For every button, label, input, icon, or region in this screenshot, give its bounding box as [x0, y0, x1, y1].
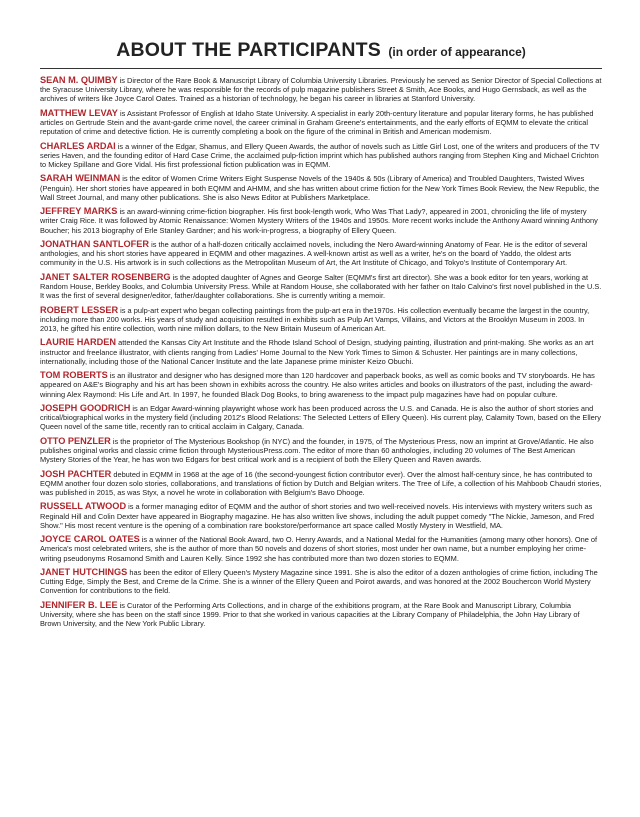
participant-entry — [40, 601, 602, 629]
participant-bio: is a winner of the National Book Award, two O. Henry Awards, and a National Medal for the Humanities (among many other honors). One of America's most celebrated writers, she is the author of more than 50 novels and dozens of short stories, most under her own name, but a number employing her crime-writing pseudonyms Rosamond Smith and Lauren Kelly. Since 1992 she has contributed more than two dozen stories to EQMM. — [40, 535, 598, 563]
participant-name: OTTO PENZLER — [40, 435, 111, 446]
participant-bio: attended the Kansas City Art Institute and the Rhode Island School of Design, studying painting, illustration and print-making. She works as an art instructor and freelance illustrator, with clients ranging from Ladies' Home Journal to the New York Times to Simon & Schuster. Her paintings are in many collections, internationally, including those of the National Cancer Institute and the late Japanese prime minister Keizo Obuchi. — [40, 338, 594, 366]
participant-name: MATTHEW LEVAY — [40, 107, 118, 118]
participant-bio: is an Edgar Award-winning playwright whose work has been produced across the U.S. and Canada. He is also the author of short stories and critical/biographical works in the mystery field (including 2012's Blood Relations: The Selected Letters of Ellery Queen). His current play, Calamity Town, based on the Ellery Queen novel of the same title, recently ran to critical acclaim in Calgary, Canada. — [40, 403, 601, 432]
participant-name: CHARLES ARDAI — [40, 140, 116, 151]
participant-bio: is an award-winning crime-fiction biographer. His first book-length work, Who Was That Lady?, appeared in 2001, chronicling the life of mystery writer Craig Rice. It was followed by Atomic Renaissance: Women Mystery Writers of the 1940s and 1950s. More recent works include the Anthony Award winning Anthony Boucher; his 2013 biography of Erle Stanley Gardner; and his work-in-progress, a biography of Ellery Queen. — [40, 207, 598, 235]
participant-bio: is Director of the Rare Book & Manuscript Library of Columbia University Libraries. Previously he served as Senior Director of Special Collections at the Syracuse University Library, where he was responsible for the records of pulp magazine publishers Street & Smith, Ace Books, and Hugo Gernsback, as well as the archives of writers like Joyce Carol Oates. Trained as a historian of technology, he began his career in libraries at Stanford University. — [40, 76, 602, 104]
participant-entry — [40, 240, 602, 268]
participant-entry — [40, 207, 602, 235]
participant-name: JOSEPH GOODRICH — [40, 402, 131, 413]
participant-entry — [40, 568, 602, 596]
participant-name: JOSH PACHTER — [40, 468, 112, 479]
participant-name: JONATHAN SANTLOFER — [40, 238, 150, 249]
participant-name: JENNIFER B. LEE — [40, 599, 118, 610]
participant-name: JEFFREY MARKS — [40, 206, 118, 217]
participant-bio: is the editor of Women Crime Writers Eight Suspense Novels of the 1940s & 50s (Library of America) and Troubled Daughters, Twisted Wives (Penguin). Her short stories have appeared in both EQMM and AHMM, and she has written about crime fiction for the New York Times Book Review, the New Republic, the Wall Street Journal, and many other publications. She is also News Editor at Publishers Marketplace. — [40, 174, 600, 202]
participant-entry — [40, 404, 602, 432]
participant-name: LAURIE HARDEN — [40, 337, 117, 348]
participant-entry — [40, 76, 602, 104]
participant-name: ROBERT LESSER — [40, 304, 119, 315]
participant-entry — [40, 470, 602, 498]
participants-list — [40, 76, 602, 628]
participant-entry — [40, 142, 602, 170]
participant-name: SARAH WEINMAN — [40, 173, 121, 184]
participant-bio: is the proprietor of The Mysterious Bookshop (in NYC) and the founder, in 1975, of The Mysterious Press, now an imprint at Grove/Atlantic. He also publishes original works and classic crime fiction through MysteriousPress.com. The editor of more than 60 anthologies, including 20 volumes of The Best American Mystery Stories of the Year, he has won two Edgars for best critical work and is a recipient of both the Ellery Queen and Raven awards. — [40, 436, 594, 465]
participant-bio: has been the editor of Ellery Queen's Mystery Magazine since 1991. She is also the editor of a dozen anthologies of crime fiction, including The Cutting Edge, Simply the Best, and Creme de la Crime. She is a winner of the Ellery Queen and Poirot awards, and was honored at the 2002 Bouchercon World Mystery Convention for contributions to the field. — [40, 567, 598, 596]
participant-name: RUSSELL ATWOOD — [40, 501, 127, 512]
participant-entry — [40, 535, 602, 563]
participant-bio: is the adopted daughter of Agnes and George Salter (EQMM's first art director). She was a book editor for ten years, working at Random House, Berkley Books, and Columbia University Press. While at Random House, she collaborated with her father on Italo Calvino's first novel published in the U.S. It was the first of several designer/editor, father/daughter collaborations. She is currently writing a memoir. — [40, 272, 602, 301]
participant-name: TOM ROBERTS — [40, 370, 108, 381]
participant-entry — [40, 109, 602, 137]
header-divider — [40, 68, 602, 69]
participant-bio: is Curator of the Performing Arts Collections, and in charge of the exhibitions program, at the Rare Book and Manuscript Library, Columbia University, where she has been on the staff since 1999. Prior to that she worked in various capacities at the Library Company of Philadelphia, the John Hay Library of Brown University, and the New York Public Library. — [40, 600, 580, 629]
participant-bio: is a winner of the Edgar, Shamus, and Ellery Queen Awards, the author of novels such as Little Girl Lost, one of the writers and producers of the TV series Haven, and the founding editor of Hard Case Crime, the acclaimed pulp-fiction imprint which has published authors ranging from Stephen King and Michael Crichton to Mickey Spillane and Gore Vidal. His first professional fiction publication was in EQMM. — [40, 141, 600, 169]
participant-bio: is an illustrator and designer who has designed more than 120 hardcover and paperback books, as well as comic books and TV storyboards. He has appeared on A&E's Biography and his art has been shown in exhibits across the country. He also writes articles and books on illustrators of the past, including the award-winning Alex Raymond: His Life and Art. In 1997, he founded Black Dog Books, to bring awareness to the impact pulp magazines have had on popular culture. — [40, 371, 595, 399]
participant-entry — [40, 273, 602, 301]
participant-entry — [40, 306, 602, 334]
page-subtitle: (in order of appearance) — [388, 45, 526, 59]
participant-entry — [40, 338, 602, 366]
participant-bio: is the author of a half-dozen critically acclaimed novels, including the Nero Award-winning Anatomy of Fear. He is the editor of several anthologies, and his short stories have appeared in EQMM and other magazines. A well-known artist as well as a writer, he's on the board of Yaddo, the oldest arts community in the U.S. His artwork is in such collections as the Metropolitan Museum of Art, the Art Institute of Chicago, and Tokyo's Institute of Contemporary Art. — [40, 239, 588, 268]
participant-entry — [40, 371, 602, 399]
participant-bio: debuted in EQMM in 1968 at the age of 16 (the second-youngest fiction contributor ever). Over the almost half-century since, he has contributed to EQMM another four dozen solo stories, collaborations, and translations of fiction by Dutch and Belgian writers. The Tree of Life, a collection of his Mahboob Chaudri stories, was published in 2015, as was Styx, a novel he wrote in collaboration with Belgium's Bavo Dhooge. — [40, 469, 602, 497]
participant-bio: is a pulp-art expert who began collecting paintings from the pulp-art era in the1970s. His collection eventually became the largest in the country, including more than 200 works. His years of study and acquisition resulted in exhibits such as Pulp Art Vamps, Villains, and Victors at the Brooklyn Museum in 2003. In 2013, he gifted his entire collection, worth nine million dollars, to the New Britain Museum of American Art. — [40, 305, 590, 333]
participant-entry — [40, 502, 602, 530]
participant-name: JANET HUTCHINGS — [40, 566, 128, 577]
page-title: ABOUT THE PARTICIPANTS — [116, 39, 381, 61]
participant-name: JANET SALTER ROSENBERG — [40, 271, 171, 282]
participant-name: SEAN M. QUIMBY — [40, 75, 118, 85]
page-header — [40, 40, 602, 62]
participant-bio: is Assistant Professor of English at Idaho State University. A specialist in early 20th-century literature and popular literary forms, he has published articles on Gertrude Stein and the avant-garde crime novel, the career criminal in Graham Greene's entertainments, and the early efforts of EQMM to elevate the critical reputation of crime and detective fiction. He is currently completing a book on the figure of the criminal in British and American modernism. — [40, 108, 594, 137]
participant-entry — [40, 437, 602, 465]
participant-bio: is a former managing editor of EQMM and the author of short stories and two well-received novels. His interviews with mystery writers such as Reginald Hill and Colin Dexter have appeared in Biography magazine. He has also written live shows, including the adult puppet comedy "The Nickie, Jameson, and Fred Show." His most recent venture is the opening of a combination rare bookstore/performance art space called Mostly Mystery in Westfield, MA. — [40, 502, 594, 530]
participant-name: JOYCE CAROL OATES — [40, 534, 140, 545]
participant-entry — [40, 174, 602, 202]
